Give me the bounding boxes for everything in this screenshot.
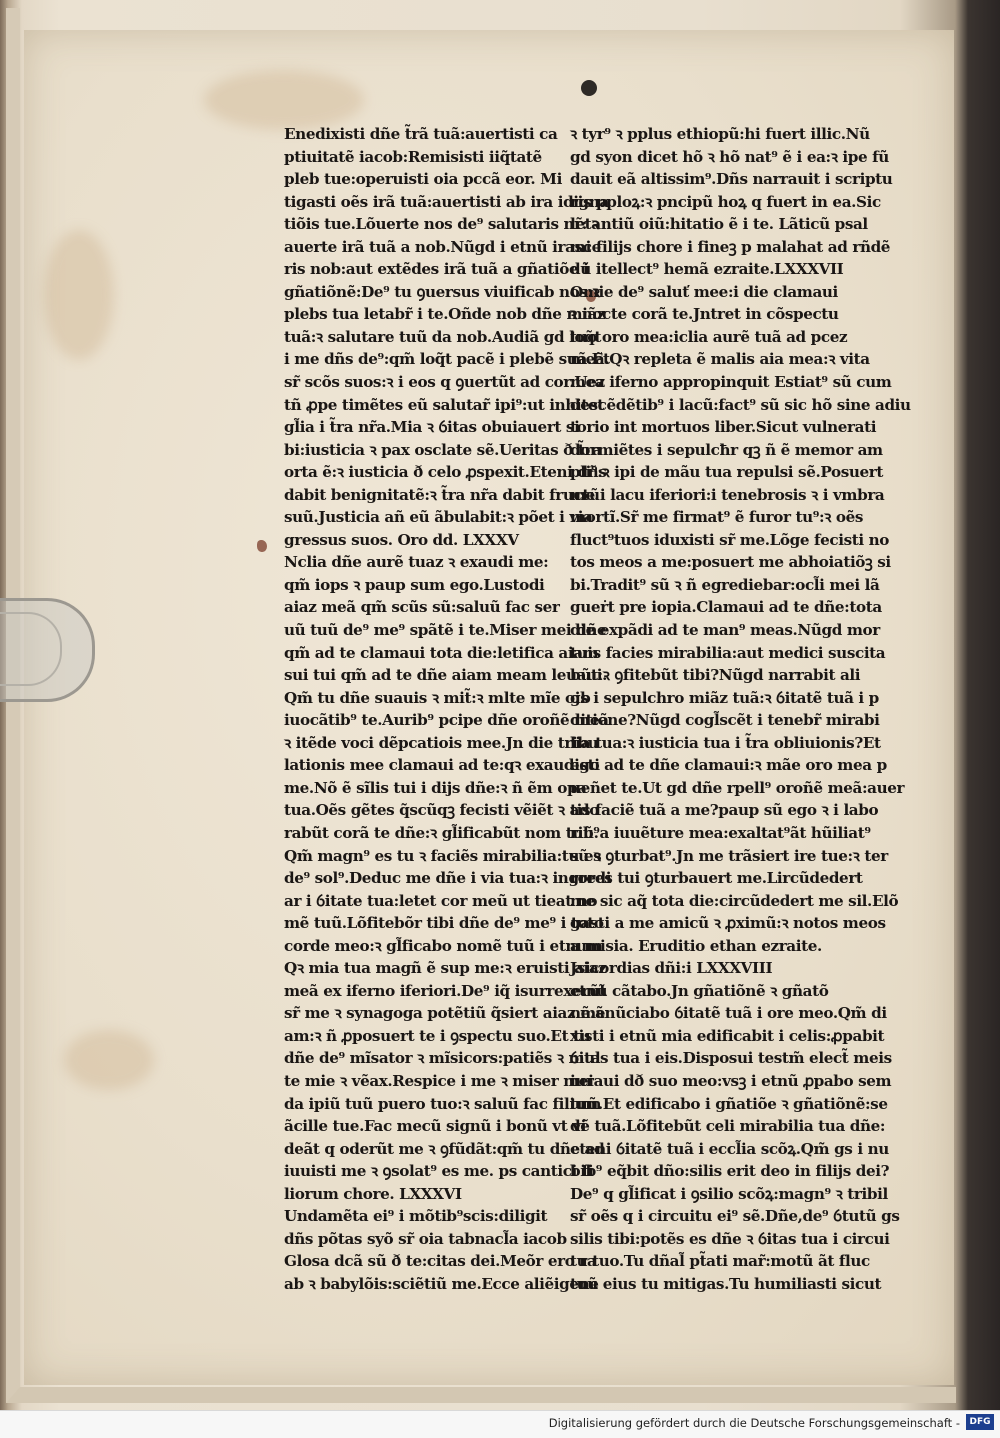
text-line: Nclia dñe aurẽ tuaz ꝛ exaudi me: bbox=[284, 553, 549, 572]
text-column-right bbox=[570, 123, 911, 1295]
text-line: de⁹ sol⁹.Deduc me dñe i via tua:ꝛ ingredi bbox=[284, 869, 612, 888]
text-line: sr̃ scõs suos:ꝛ i eos q ꝯuertũt ad cor.Uez bbox=[284, 373, 605, 392]
text-line: meã.Qꝛ repleta ẽ malis aia mea:ꝛ vita bbox=[570, 350, 870, 369]
text-line: gasti a me amicũ ꝛ ꝓximũ:ꝛ notos meos bbox=[570, 914, 886, 933]
text-line: auerte irã tuã a nob.Nũgd i etnũ irasce bbox=[284, 237, 601, 256]
text-line: uũ tuũ de⁹ me⁹ spãtẽ i te.Miser mei dñe bbox=[284, 621, 607, 640]
text-line: tua.Oẽs gẽtes q̃scũqꝫ fecisti vẽiẽt ꝛ ado bbox=[284, 801, 599, 820]
text-line: lia tua:ꝛ iusticia tua i t̃ra obliuionis?Et bbox=[570, 733, 881, 752]
text-line: ris nob:aut extẽdes irã tuã a gñatiõe i bbox=[284, 260, 589, 279]
text-line: bi.Tradit⁹ sũ ꝛ ñ egrediebar:ocl̃i mei lã bbox=[570, 575, 880, 594]
text-line: tis faciẽ tuã a me?paup sũ ego ꝛ i labo bbox=[570, 801, 879, 820]
text-line: tuã:ꝛ salutare tuũ da nob.Audiã gd loq̃t bbox=[284, 327, 602, 346]
text-line: a misia. Eruditio ethan ezraite. bbox=[570, 936, 822, 955]
text-line: mi filijs chore i fineꝫ p malahat ad rñdẽ bbox=[570, 237, 891, 256]
text-line: tigasti oẽs irã tuã:auertisti ab ira idigna bbox=[284, 192, 609, 211]
text-line: me i lacu iferiori:i tenebrosis ꝛ i vmbra bbox=[570, 485, 885, 504]
text-line: dñs põtas syõ sr̃ oia tabnacl̃a iacob bbox=[284, 1229, 567, 1248]
text-line: fluct⁹tuos iduxisti sr̃ me.Lõge fecisti no bbox=[570, 530, 890, 549]
text-line: pleb tue:operuisti oia pccã eor. Mi bbox=[284, 170, 562, 189]
text-line: dũ itellect⁹ hemã ezraite.LXXXVII bbox=[570, 260, 844, 279]
text-line: gl̃ia i t̃ra nr̃a.Mia ꝛ ỽitas obuiauert si bbox=[284, 418, 580, 437]
text-column-left bbox=[284, 123, 611, 1295]
text-line: gd syon dicet hõ ꝛ hõ nat⁹ ẽ i ea:ꝛ ipe fũ bbox=[570, 147, 889, 166]
text-line: sr̃ me ꝛ synagoga potẽtiũ q̃siert aiaz me bbox=[284, 1004, 606, 1023]
text-line: me sic aq̃ tota die:circũdedert me sil.Elõ bbox=[570, 891, 899, 910]
water-stain bbox=[64, 1030, 154, 1090]
text-line: ditione?Nũgd cogl̃scẽt i tenebr̃ mirabi bbox=[570, 711, 880, 730]
text-line: ueñet te.Ut gd dñe rpell⁹ oroñẽ meã:auer bbox=[570, 778, 905, 797]
text-line: nẽ:ãnũciabo ỽitatẽ tuã i ore meo.Qm̃ di bbox=[570, 1004, 887, 1023]
text-line: ỽitas tua i eis.Disposui testm̃ elect̃ meis bbox=[570, 1049, 892, 1068]
text-line: torio int mortuos liber.Sicut vulnerati bbox=[570, 418, 877, 437]
text-line: etnũ cãtabo.Jn gñatiõnẽ ꝛ gñatõ bbox=[570, 981, 829, 1000]
text-line: tuũ.Et edificabo i gñatiõe ꝛ gñatiõnẽ:se bbox=[570, 1094, 888, 1113]
text-line: iuocãtib⁹ te.Aurib⁹ pcipe dñe oroñẽ meã bbox=[284, 711, 609, 730]
text-line: tuũ eius tu mitigas.Tu humiliasti sicut bbox=[570, 1274, 882, 1293]
text-line: silis tibi:potẽs es dñe ꝛ ỽitas tua i circui bbox=[570, 1229, 890, 1248]
text-line: bũt:ꝛ ꝯfitebũt tibi?Nũgd narrabit ali bbox=[570, 666, 861, 685]
text-line: dẽ tuã.Lõfitebũt celi mirabilia tua dñe: bbox=[570, 1117, 886, 1136]
text-line: Undamẽta ei⁹ i mõtib⁹scis:diligit bbox=[284, 1207, 548, 1226]
text-line: me.Nõ ẽ sĩlis tui i dijs dñe:ꝛ ñ ẽm opa bbox=[284, 778, 587, 797]
text-line: qm̃ iops ꝛ paup sum ego.Lustodi bbox=[284, 575, 545, 594]
text-line: suũ.Justicia añ eũ ãbulabit:ꝛ põet i via bbox=[284, 508, 593, 527]
paper-clip-inner bbox=[0, 612, 62, 686]
text-line: eteni ỽitatẽ tuã i eccl̃ia scõꝝ.Qm̃ gs i nu bbox=[570, 1139, 889, 1158]
text-line: Qm̃ magn⁹ es tu ꝛ faciẽs mirabilia:tu es bbox=[284, 846, 602, 865]
text-line: ar i ỽitate tua:letet cor meũ ut tieat no bbox=[284, 891, 598, 910]
text-line: tuis facies mirabilia:aut medici suscita bbox=[570, 643, 886, 662]
text-line: aiaz meã qm̃ scũs sũ:saluũ fac ser bbox=[284, 598, 560, 617]
text-line: tu tuo.Tu dñal̃ pt̃ati mar̃:motũ ãt fluc bbox=[570, 1252, 870, 1271]
text-line: rib⁹a iuuẽture mea:exaltat⁹ãt hũiliat⁹ bbox=[570, 823, 871, 842]
text-line: tuo oro mea:iclia aurẽ tuã ad pcez bbox=[570, 327, 848, 346]
text-line: da ipiũ tuũ puero tuo:ꝛ saluũ fac filium bbox=[284, 1094, 602, 1113]
text-line: mortĩ.Sr̃ me firmat⁹ ẽ furor tu⁹:ꝛ oẽs bbox=[570, 508, 864, 527]
text-line: rores tui ꝯturbauert me.Lircũdedert bbox=[570, 869, 863, 888]
text-line: qm̃ ad te clamaui tota die:letifica aiam bbox=[284, 643, 599, 662]
text-line: ꝛ nocte corã te.Jntret in cõspectu bbox=[570, 305, 839, 324]
text-line: am:ꝛ ñ ꝓposuert te i ꝯspectu suo.Et tu bbox=[284, 1026, 591, 1045]
text-line: pli⁹:ꝛ ipi de mãu tua repulsi sẽ.Posuert bbox=[570, 463, 883, 482]
text-line: iuraui dð suo meo:vsꝫ i etnũ ꝓpabo sem bbox=[570, 1071, 892, 1090]
text-line: i me dñs de⁹:qm̃ loq̃t pacẽ i plebẽ suã.Et bbox=[284, 350, 610, 369]
text-line: tos meos a me:posuert me abhoiatiõꝫ si bbox=[570, 553, 891, 572]
dfg-logo: DFG bbox=[966, 1414, 994, 1430]
text-line: rabũt corã te dñe:ꝛ gl̃ificabũt nom tuũ. bbox=[284, 823, 599, 842]
text-line: tñ ꝓpe timẽtes eũ salutar̃ ipi⁹:ut inhitet bbox=[284, 395, 604, 414]
text-line: te mie ꝛ vẽax.Respice i me ꝛ miser mei bbox=[284, 1071, 594, 1090]
text-line: bib⁹ eq̃bit dño:silis erit deo in filijs dei? bbox=[570, 1162, 890, 1181]
text-line: dauit eã altissim⁹.Dñs narrauit i scriptu bbox=[570, 170, 893, 189]
text-line: iuuisti me ꝛ ꝯsolat⁹ es me. ps cantici fi bbox=[284, 1162, 594, 1181]
text-line: Omie de⁹ saluť mee:i die clamaui bbox=[570, 282, 838, 301]
text-line: xisti i etnũ mia edificabit i celis:ꝓpabit bbox=[570, 1026, 885, 1045]
text-line: descẽdẽtib⁹ i lacũ:fact⁹ sũ sic hõ sine adiu bbox=[570, 395, 911, 414]
text-line: De⁹ q gl̃ificat i ꝯsilio scõꝝ:magn⁹ ꝛ tribil bbox=[570, 1184, 888, 1203]
text-line: dabit benignitatẽ:ꝛ t̃ra nr̃a dabit fructũ bbox=[284, 485, 600, 504]
text-line: ego ad te dñe clamaui:ꝛ mãe oro mea p bbox=[570, 756, 887, 775]
text-line: Jsicordias dñi:i LXXXVIII bbox=[570, 959, 773, 978]
text-line: lationis mee clamaui ad te:qꝛ exaudisti bbox=[284, 756, 600, 775]
text-line: orta ẽ:ꝛ iusticia ð celo ꝓspexit.Eteni dñs bbox=[284, 463, 607, 482]
text-line: gressus suos. Oro dd. LXXXV bbox=[284, 530, 519, 549]
text-line: Enedixisti dñe t̃rã tuã:auertisti ca bbox=[284, 125, 558, 143]
worm-hole bbox=[581, 80, 597, 96]
text-line: ris pploꝝ:ꝛ pncipũ hoꝝ q fuert in ea.Sic bbox=[570, 192, 881, 211]
footer-credit: Digitalisierung gefördert durch die Deutsche Forschungsgemeinschaft - bbox=[548, 1416, 960, 1430]
text-line: Glosa dcã sũ ð te:citas dei.Meõr ero ra bbox=[284, 1252, 597, 1271]
text-line: ꝛ tyr⁹ ꝛ pplus ethiopũ:hi fuert illic.Nũ bbox=[570, 125, 870, 143]
text-line: ãcille tue.Fac mecũ signũ i bonũ vt vi bbox=[284, 1117, 587, 1136]
text-line: ꝛ itẽde voci dẽpcatiois mee.Jn die tribu bbox=[284, 733, 599, 752]
text-line: die expãdi ad te man⁹ meas.Nũgd mor bbox=[570, 621, 880, 640]
text-line: liorum chore. LXXXVI bbox=[284, 1184, 462, 1203]
text-line: tiõis tue.Lõuerte nos de⁹ salutaris nr̃: ꝛ bbox=[284, 215, 599, 234]
text-line: dormiẽtes i sepulcħr qꝫ ñ ẽ memor am bbox=[570, 440, 883, 459]
text-line: Qꝛ mia tua magñ ẽ sup me:ꝛ eruisti aiaz bbox=[284, 959, 607, 978]
text-line: meã ex iferno iferiori.De⁹ iq̃ isurrexerũt bbox=[284, 981, 607, 1000]
text-line: deãt q oderũt me ꝛ ꝯfũdãt:qm̃ tu dñe ad bbox=[284, 1139, 605, 1158]
text-line: sũ ꝛ ꝯturbat⁹.Jn me trãsiert ire tue:ꝛ ter bbox=[570, 846, 888, 865]
text-line: mẽ tuũ.Lõfitebõr tibi dñe de⁹ me⁹ i toto bbox=[284, 914, 604, 933]
text-line: Qm̃ tu dñe suauis ꝛ mit̃:ꝛ mlte mĩe oib bbox=[284, 688, 591, 707]
red-mark bbox=[257, 540, 267, 552]
text-line: sui tui qm̃ ad te dñe aiam meam leuaui. bbox=[284, 666, 608, 685]
text-line: sr̃ oẽs q i circuitu ei⁹ sẽ.Dñe,de⁹ ỽtutũ gs bbox=[570, 1207, 900, 1226]
text-line: gs i sepulchro miãz tuã:ꝛ ỽitatẽ tuã i p bbox=[570, 688, 879, 707]
text-line: gñatiõnẽ:De⁹ tu ꝯuersus viuificab nos:ꝛ bbox=[284, 282, 600, 301]
text-line: mea iferno appropinquit Estiat⁹ sũ cum bbox=[570, 373, 892, 392]
water-stain bbox=[44, 230, 114, 360]
text-line: letantiũ oiũ:hitatio ẽ i te. Lãticũ psal bbox=[570, 215, 868, 234]
text-line: dñe de⁹ mĩsator ꝛ mĩsicors:patiẽs ꝛ mul bbox=[284, 1049, 601, 1068]
text-line: gueṙt pre iopia.Clamaui ad te dñe:tota bbox=[570, 598, 882, 617]
text-line: plebs tua letabr̃ i te.Oñde nob dñe miãz bbox=[284, 305, 606, 324]
text-line: corde meo:ꝛ gl̃ficabo nomẽ tuũ i etnum bbox=[284, 936, 603, 955]
water-stain bbox=[204, 70, 364, 130]
text-line: ptiuitatẽ iacob:Remisisti iiq̃tatẽ bbox=[284, 147, 542, 166]
text-line: ab ꝛ babylõis:sciẽtiũ me.Ecce aliẽigene bbox=[284, 1274, 599, 1293]
text-line: bi:iusticia ꝛ pax osclate sẽ.Ueritas ð t̃ra bbox=[284, 440, 602, 459]
